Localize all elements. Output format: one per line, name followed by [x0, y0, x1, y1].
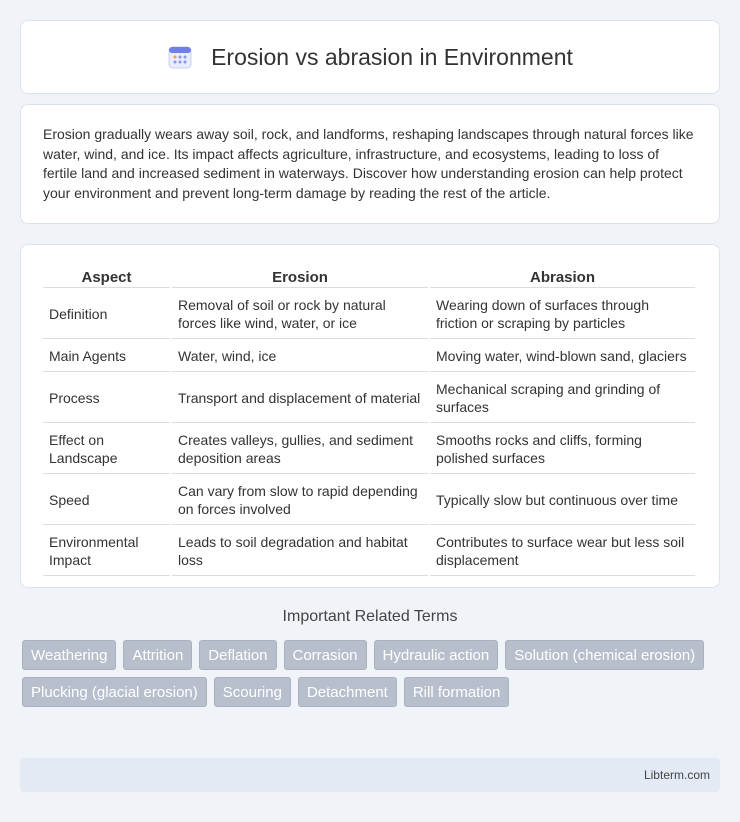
table-row: [43, 290, 695, 339]
table-cell-abrasion: Contributes to surface wear but less soil displacement: [430, 527, 695, 576]
intro-card: [20, 104, 720, 224]
table-cell-erosion: Water, wind, ice: [172, 341, 428, 372]
column-header-abrasion: Abrasion: [430, 267, 695, 288]
table-cell-abrasion: Mechanical scraping and grinding of surfaces: [430, 374, 695, 423]
tag-plucking[interactable]: Plucking (glacial erosion): [22, 677, 207, 707]
tag-detachment[interactable]: Detachment: [298, 677, 397, 707]
tag-hydraulic-action[interactable]: Hydraulic action: [374, 640, 499, 670]
table-cell-abrasion: Typically slow but continuous over time: [430, 476, 695, 525]
tag-deflation[interactable]: Deflation: [199, 640, 276, 670]
table-cell-abrasion: Wearing down of surfaces through friction or scraping by particles: [430, 290, 695, 339]
table-cell-abrasion: Smooths rocks and cliffs, forming polished surfaces: [430, 425, 695, 474]
intro-text: Erosion gradually wears away soil, rock, and landforms, reshaping landscapes through natural forces like water, wind, and ice. Its impact affects agriculture, infrastructure, and ecosystems, leading to loss of fertile land and increased sediment in waterways. Discover how understanding erosion can help protect your environment and prevent long-term damage by reading the rest of the article.: [43, 126, 694, 201]
table-cell-aspect: Definition: [43, 290, 170, 339]
table-cell-erosion: Transport and displacement of material: [172, 374, 428, 423]
page-title: Erosion vs abrasion in Environment: [211, 43, 573, 70]
tag-rill-formation[interactable]: Rill formation: [404, 677, 510, 707]
footer: [20, 758, 720, 792]
header-card: [20, 20, 720, 94]
table-header-row: [43, 267, 695, 288]
table-cell-abrasion: Moving water, wind-blown sand, glaciers: [430, 341, 695, 372]
tag-scouring[interactable]: Scouring: [214, 677, 291, 707]
table-cell-aspect: Speed: [43, 476, 170, 525]
column-header-aspect: Aspect: [43, 267, 170, 288]
table-cell-erosion: Removal of soil or rock by natural forces like wind, water, or ice: [172, 290, 428, 339]
comparison-table: [41, 265, 697, 578]
table-cell-aspect: Effect on Landscape: [43, 425, 170, 474]
table-cell-erosion: Creates valleys, gullies, and sediment deposition areas: [172, 425, 428, 474]
related-terms-title: Important Related Terms: [282, 608, 458, 625]
tag-solution[interactable]: Solution (chemical erosion): [505, 640, 704, 670]
tag-weathering[interactable]: Weathering: [22, 640, 116, 670]
table-row: [43, 527, 695, 576]
table-cell-erosion: Leads to soil degradation and habitat loss: [172, 527, 428, 576]
table-row: [43, 425, 695, 474]
table-cell-erosion: Can vary from slow to rapid depending on forces involved: [172, 476, 428, 525]
column-header-erosion: Erosion: [172, 267, 428, 288]
tag-attrition[interactable]: Attrition: [123, 640, 192, 670]
table-cell-aspect: Main Agents: [43, 341, 170, 372]
tag-corrasion[interactable]: Corrasion: [284, 640, 367, 670]
table-row: [43, 341, 695, 372]
table-row: [43, 476, 695, 525]
table-cell-aspect: Process: [43, 374, 170, 423]
comparison-table-card: [20, 244, 720, 588]
footer-site-link[interactable]: Libterm.com: [643, 768, 710, 782]
calendar-grid-icon: [167, 44, 193, 70]
table-row: [43, 374, 695, 423]
related-terms-list: [22, 640, 722, 707]
table-cell-aspect: Environmental Impact: [43, 527, 170, 576]
